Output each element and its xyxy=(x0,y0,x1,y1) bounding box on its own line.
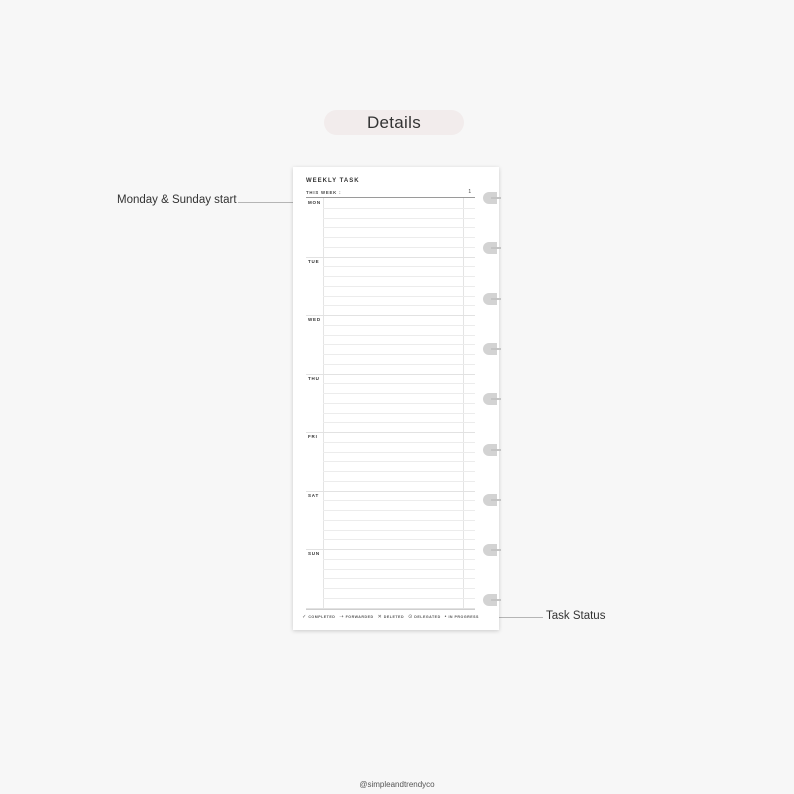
task-line xyxy=(323,266,475,267)
legend-label: COMPLETED xyxy=(308,615,336,619)
task-line xyxy=(323,296,475,297)
task-line xyxy=(323,530,475,531)
planner-title: WEEKLY TASK xyxy=(306,178,360,184)
task-line xyxy=(306,257,475,258)
task-line xyxy=(323,393,475,394)
task-line xyxy=(323,520,475,521)
task-line xyxy=(323,227,475,228)
legend-label: IN PROGRESS xyxy=(448,615,479,619)
task-line xyxy=(323,422,475,423)
binder-disc-icon xyxy=(483,444,497,456)
legend-item xyxy=(408,614,441,620)
task-line xyxy=(323,344,475,345)
task-line xyxy=(306,432,475,433)
task-line xyxy=(306,374,475,375)
legend-symbol-icon: ✓ xyxy=(302,614,307,620)
task-line xyxy=(323,578,475,579)
task-line xyxy=(323,461,475,462)
task-line xyxy=(323,403,475,404)
callout-task-status: Task Status xyxy=(546,610,606,622)
task-line xyxy=(323,588,475,589)
legend-divider xyxy=(306,609,475,610)
binder-disc-icon xyxy=(483,242,497,254)
details-label: Details xyxy=(366,112,422,132)
legend-label: DELEGATED xyxy=(414,615,441,619)
legend-symbol-icon: ✕ xyxy=(377,614,383,620)
task-line xyxy=(323,286,475,287)
task-line xyxy=(323,598,475,599)
task-line xyxy=(323,413,475,414)
binder-disc-icon xyxy=(483,343,497,355)
binder-disc-icon xyxy=(483,494,497,506)
task-grid xyxy=(306,198,475,608)
task-line xyxy=(323,471,475,472)
task-line xyxy=(323,383,475,384)
task-line xyxy=(323,569,475,570)
legend-symbol-icon: ⇢ xyxy=(339,614,345,620)
day-label-thu: THU xyxy=(308,375,320,381)
task-line xyxy=(323,325,475,326)
legend-label: FORWARDED xyxy=(345,615,374,619)
task-line xyxy=(323,510,475,511)
task-line xyxy=(306,315,475,316)
details-pill xyxy=(324,110,464,135)
binder-disc-icon xyxy=(483,594,497,606)
day-label-mon: MON xyxy=(308,200,321,205)
day-label-sat: SAT xyxy=(308,492,320,498)
legend-item xyxy=(302,614,335,620)
task-line xyxy=(306,549,475,550)
task-line xyxy=(323,364,475,365)
week-number: 1 xyxy=(468,189,472,195)
task-line xyxy=(323,208,475,209)
binder-disc-icon xyxy=(483,393,497,405)
legend-item xyxy=(378,614,404,620)
task-line xyxy=(323,442,475,443)
task-line xyxy=(323,218,475,219)
week-label: THIS WEEK : xyxy=(306,190,342,195)
task-line xyxy=(323,354,475,355)
callout-monday-sunday-start: Monday & Sunday start xyxy=(117,194,237,206)
task-line xyxy=(323,305,475,306)
legend-symbol-icon: • xyxy=(444,614,447,620)
binder-disc-icon xyxy=(483,544,497,556)
day-label-tue: TUE xyxy=(308,258,320,264)
task-line xyxy=(323,276,475,277)
task-line xyxy=(323,539,475,540)
footer-handle: @simpleandtrendyco xyxy=(359,780,435,789)
day-label-sun: SUN xyxy=(308,551,320,556)
binder-disc-icon xyxy=(483,192,497,204)
task-line xyxy=(323,452,475,453)
legend-item xyxy=(339,614,373,620)
planner-page xyxy=(293,167,499,630)
task-line xyxy=(323,237,475,238)
day-label-wed: WED xyxy=(308,317,321,322)
task-line xyxy=(323,500,475,501)
legend-label: DELETED xyxy=(383,615,405,619)
day-label-fri: FRI xyxy=(308,434,318,439)
binder-disc-icon xyxy=(483,293,497,305)
task-line xyxy=(306,491,475,492)
legend-symbol-icon: ⊙ xyxy=(408,614,413,620)
legend-item xyxy=(445,614,479,620)
task-line xyxy=(323,559,475,560)
task-line xyxy=(323,335,475,336)
task-status-legend xyxy=(302,613,479,621)
task-line xyxy=(323,247,475,248)
task-line xyxy=(323,481,475,482)
